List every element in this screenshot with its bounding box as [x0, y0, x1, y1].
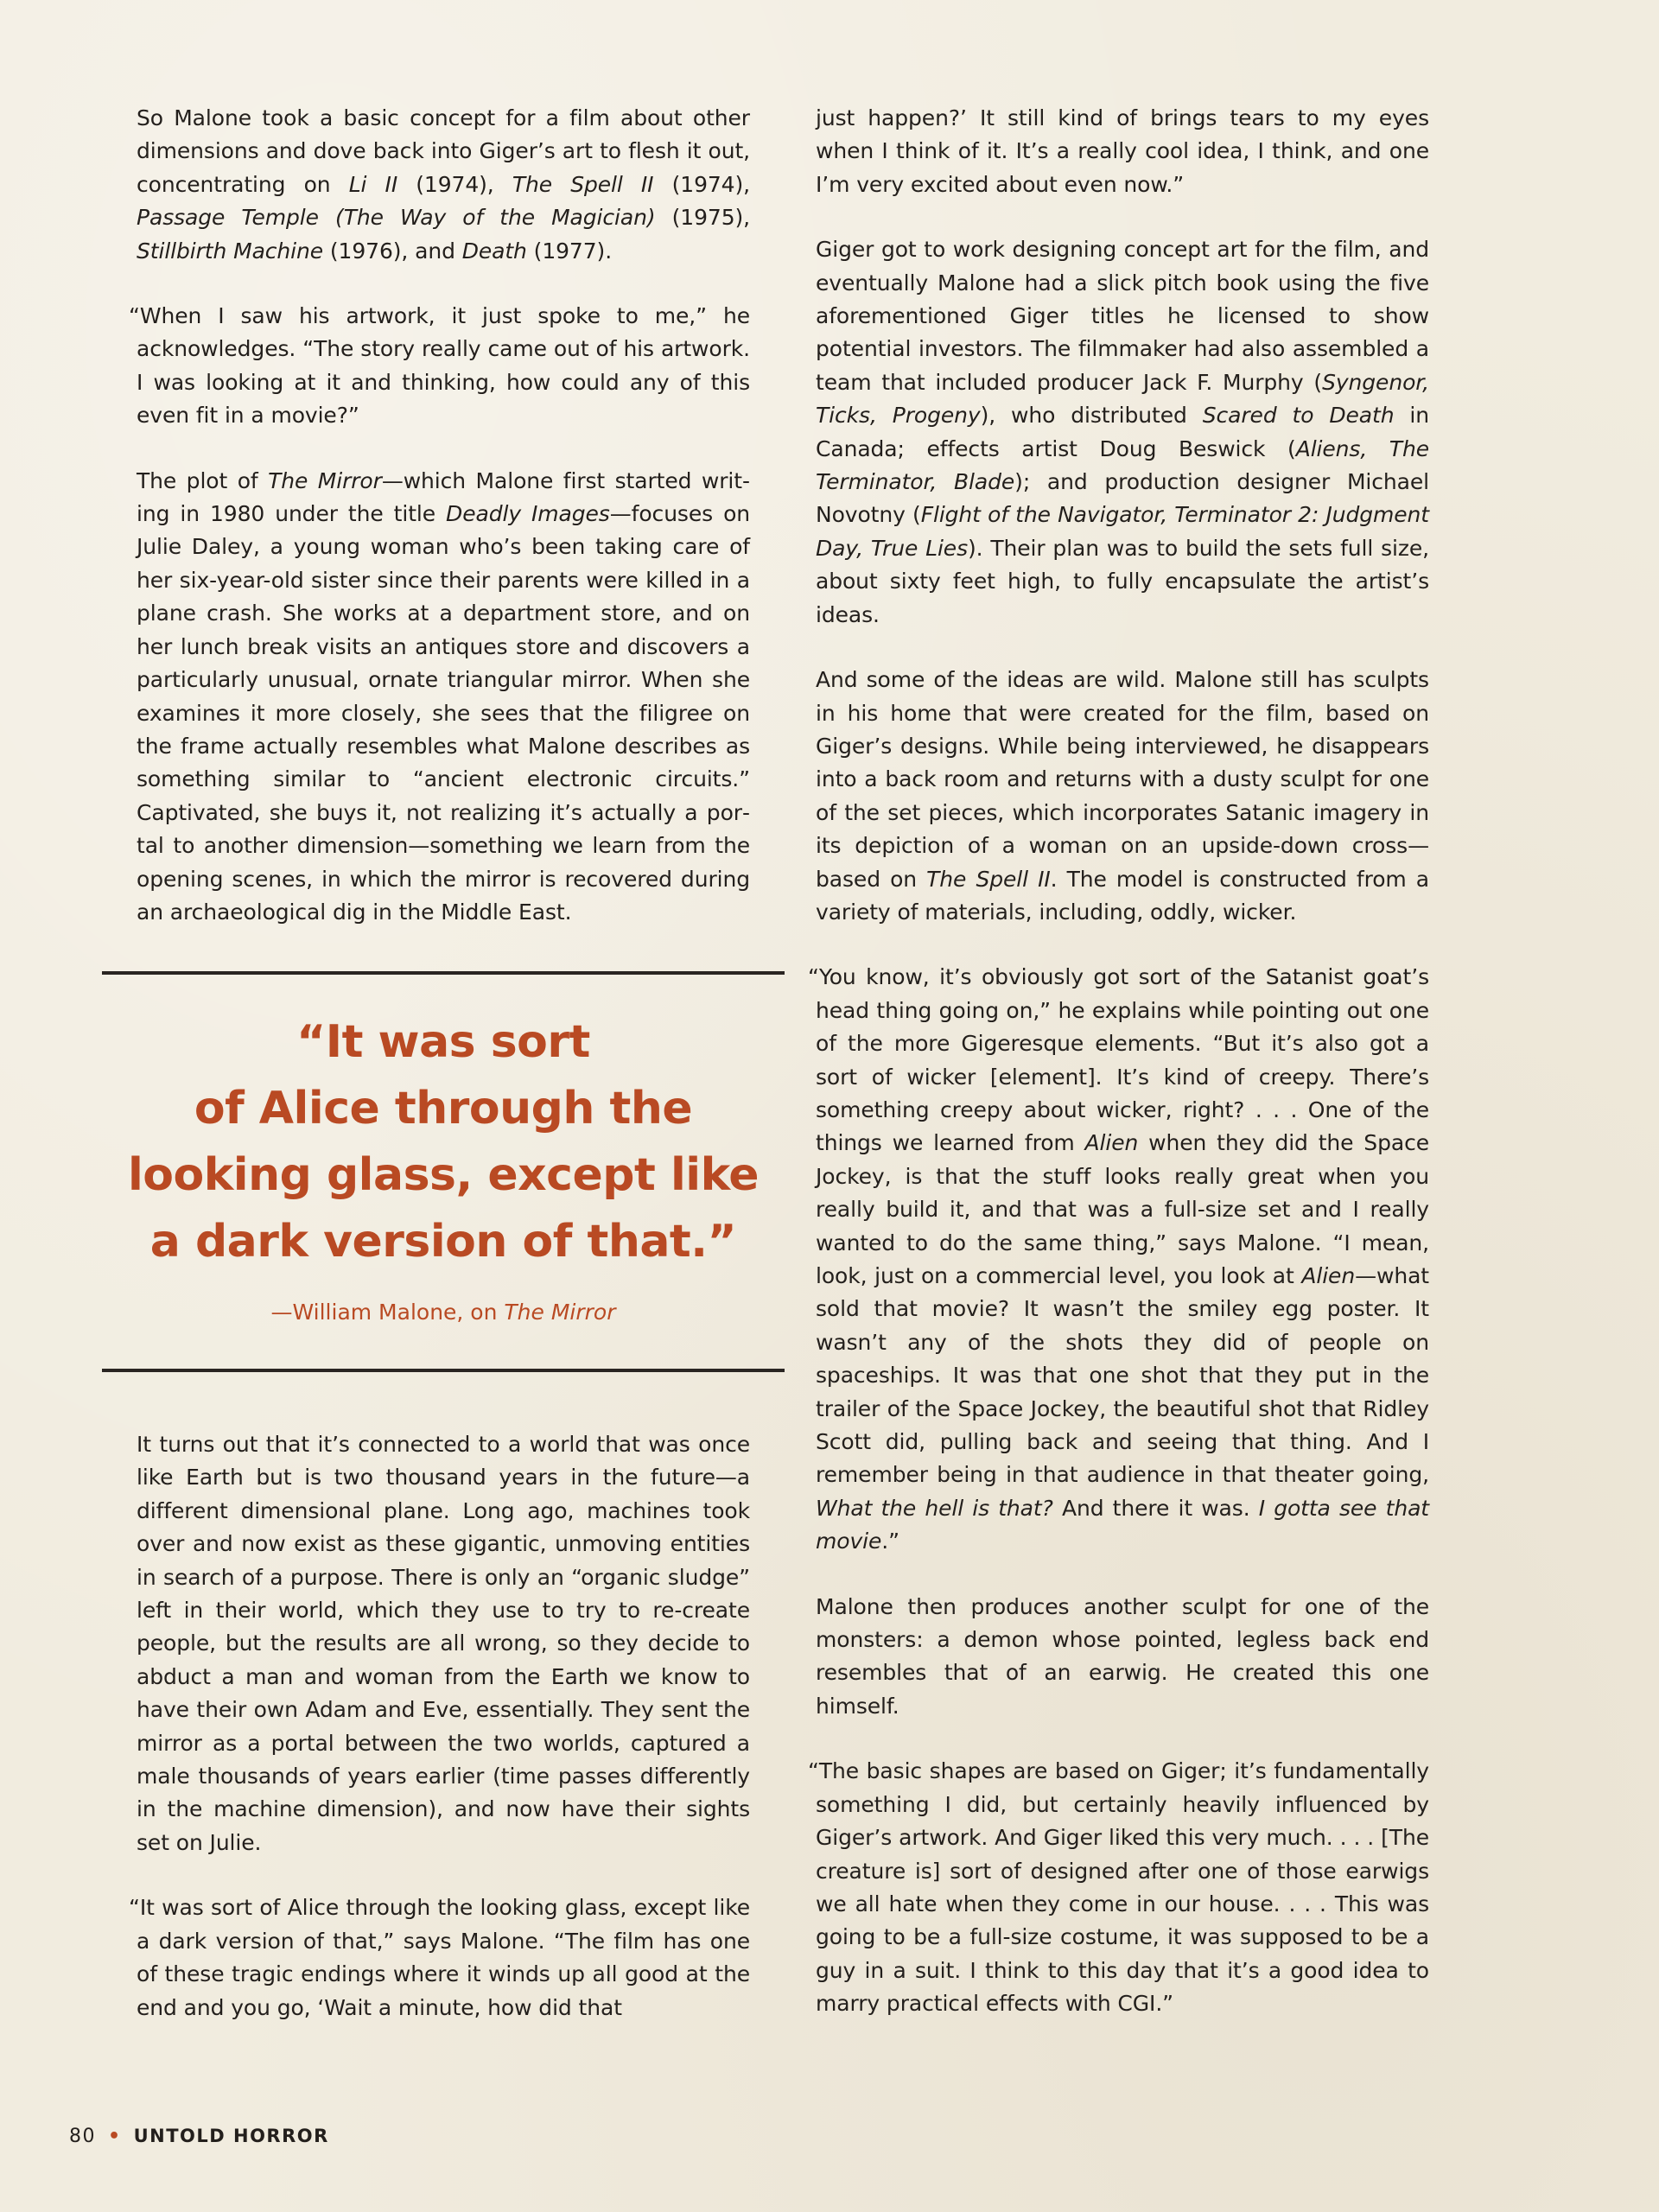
italic-title: Flight of the Navigator, Terminator 2: Judgment Day, True Lies: [816, 502, 1429, 561]
italic-title: The Spell II: [512, 171, 654, 197]
pull-quote-bottom-rule: [102, 1369, 785, 1372]
paragraph: Malone then produces another sculpt for one of the monsters: a demon whose pointed, legless back end resembles that of an earwig. He created this one himself.: [816, 1593, 1429, 1719]
italic-title: I gotta see that movie: [816, 1495, 1429, 1554]
paragraph: It turns out that it’s connected to a world that was once like Earth but is two thousand years in the future—a different dimensional plane. Long ago, machines took over and now exist as these gigantic, unmoving entities in search of a purpose. There is only an “organic sludge” left in their world, which they use to try to re-create people, but the results are all wrong, so they decide to abduct a man and woman from the Earth we know to have their own Adam and Eve, essentially. They sent the mirror as a portal between the two worlds, captured a male thousands of years earlier (time passes differently in the machine dimension), and now have their sights set on Julie.: [137, 1432, 750, 1855]
italic-title: Alien: [1301, 1263, 1356, 1288]
italic-title: Passage Temple (The Way of the Magician): [137, 205, 656, 231]
pull-quote-line: “It was sort: [296, 1016, 590, 1068]
paragraph: “When I saw his artwork, it just spoke to me,” he acknowledges. “The story really came out of his artwork. I was looking at it and thinking, how could any of this even fit in a movie?”: [129, 303, 750, 429]
italic-title: Li II: [348, 171, 398, 197]
pull-quote-line: of Alice through the: [194, 1083, 693, 1135]
pull-quote-text: [102, 1009, 785, 1275]
italic-title: Alien: [1084, 1130, 1139, 1156]
pull-quote-line: a dark version of that.”: [149, 1216, 737, 1268]
italic-title: Deadly Images: [446, 501, 610, 527]
pull-quote: [102, 971, 785, 1372]
paragraph: “It was sort of Alice through the looking glass, except like a dark version of that,” says Malone. “The film has one of these tragic endings where it winds up all good at the end and you go, ‘Wait a minute, how did that: [129, 1895, 750, 2020]
paragraph: just happen?’ It still kind of brings tears to my eyes when I think of it. It’s a really cool idea, I think, and one I’m very excited about even now.”: [816, 105, 1429, 197]
attribution-title: The Mirror: [504, 1300, 616, 1325]
left-column: [129, 102, 751, 961]
pull-quote-top-rule: [102, 971, 785, 975]
paragraph: Giger got to work designing concept art for the film, and eventually Malone had a slick pitch book using the five aforementioned Giger titles he licensed to show potential investors. The filmmaker had also assembled a team that included producer Jack F. Murphy (Syngenor, Ticks, Progeny), who distributed Scared to Death in Canada; effects artist Doug Beswick (Aliens, The Terminator, Blade); and production designer Michael Novotny (Flight of the Navigator, Terminator 2: Judgment Day, True Lies). Their plan was to build the sets full size, about sixty feet high, to fully encapsulate the artist’s ideas.: [816, 237, 1430, 627]
page-number: 80: [69, 2126, 96, 2147]
italic-title: Syngenor, Ticks, Progeny: [816, 369, 1429, 429]
italic-title: Death: [461, 238, 527, 264]
right-column: [808, 102, 1430, 2053]
paragraph: “You know, it’s obviously got sort of the Satanist goat’s head thing going on,” he explains while pointing out one of the more Gigeresque elements. “But it’s also got a sort of wicker [element]. It’s kind of creepy. There’s something creepy about wicker, right? . . . One of the things we learned from Alien when they did the Space Jockey, is that the stuff looks really great when you really build it, and that was a full-size set and I really wanted to do the same thing,” says Malone. “I mean, look, just on a commercial level, you look at Alien—what sold that movie? It wasn’t the smiley egg poster. It wasn’t any of the shots they did of people on spaceships. It was that one shot that they put in the trailer of the Space Jockey, the beautiful shot that Ridley Scott did, pulling back and seeing that thing. And I remember being in that audience in that theater going, What the hell is that? And there it was. I gotta see that movie.”: [808, 964, 1429, 1554]
pull-quote-line: looking glass, except like: [127, 1149, 760, 1201]
page-footer: [69, 2123, 329, 2150]
italic-title: Stillbirth Machine: [137, 238, 324, 264]
italic-title: The Spell II: [926, 866, 1051, 892]
paragraph: The plot of The Mirror—which Malone first started writing in 1980 under the title Deadly Images—focuses on Julie Daley, a young woman who’s been taking care of her six-year-old sister since their parents were killed in a plane crash. She works at a department store, and on her lunch break visits an antiques store and discovers a particularly unusual, ornate triangular mirror. When she examines it more closely, she sees that the filigree on the frame actually resembles what Malone describes as something similar to “ancient electronic circuits.” Captivated, she buys it, not realizing it’s actually a portal to another dimension—something we learn from the opening scenes, in which the mirror is recovered during an archaeological dig in the Middle East.: [137, 467, 751, 925]
italic-title: Aliens, The Terminator, Blade: [816, 435, 1429, 495]
paragraph: “The basic shapes are based on Giger; it’s fundamentally something I did, but certainly heavily influenced by Giger’s artwork. And Giger liked this very much. . . . [The creature is] sort of designed after one of those earwigs we all hate when they come in our house. . . . This was going to be a full-size costume, it was supposed to be a guy in a suit. I think to this day that it’s a good idea to marry practical effects with CGI.”: [808, 1758, 1429, 2017]
left-column-lower: [129, 1428, 750, 2056]
paragraph: So Malone took a basic concept for a film about other dimensions and dove back into Giger’s art to flesh it out, concentrating on Li II (1974), The Spell II (1974), Passage Temple (The Way of the Magician) (1975), Stillbirth Machine (1976), and Death (1977).: [137, 105, 750, 264]
bullet-separator: •: [108, 2126, 122, 2147]
pull-quote-attribution: [102, 1300, 785, 1325]
attribution-prefix: —William Malone, on: [270, 1300, 505, 1325]
italic-title: Scared to Death: [1202, 403, 1395, 429]
italic-title: The Mirror: [268, 467, 382, 493]
paragraph: And some of the ideas are wild. Malone still has sculpts in his home that were created for the film, based on Giger’s designs. While being interviewed, he disappears into a back room and returns with a dusty sculpt for one of the set pieces, which incorporates Satanic imagery in its depiction of a woman on an upside-down cross—based on The Spell II. The model is constructed from a variety of materials, including, oddly, wicker.: [816, 667, 1429, 925]
italic-title: What the hell is that?: [816, 1495, 1053, 1521]
section-title: UNTOLD HORROR: [133, 2126, 329, 2146]
